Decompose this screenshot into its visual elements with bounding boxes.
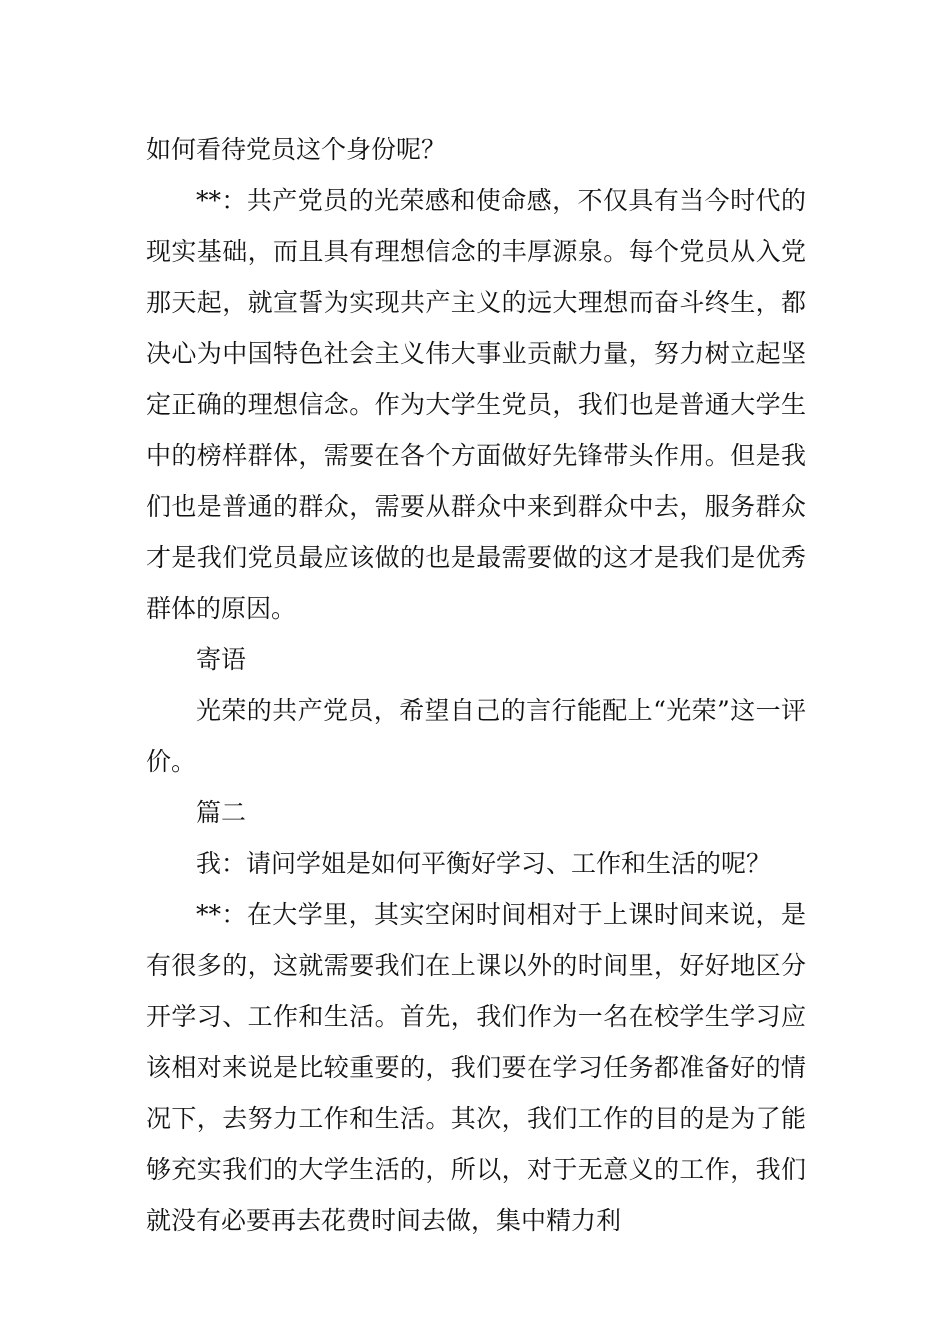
paragraph-message: 光荣的共产党员，希望自己的言行能配上“光荣”这一评价。 [146, 696, 806, 776]
paragraph-question-balance: 我：请问学姐是如何平衡好学习、工作和生活的呢？ [196, 849, 772, 878]
document-page [146, 124, 806, 1246]
section-heading-message: 寄语 [196, 645, 247, 674]
paragraph-answer-balance: **：在大学里，其实空闲时间相对于上课时间来说，是有很多的，这就需要我们在上课以外的时间里，好好地区分开学习、工作和生活。首先，我们作为一名在校学生学习应该相对来说是比较重要的，我们要在学习任务都准备好的情况下，去努力工作和生活。其次，我们工作的目的是为了能够充实我们的大学生活的，所以，对于无意义的工作，我们就没有必要再去花费时间去做，集中精力利 [146, 900, 806, 1235]
section-heading-part-two: 篇二 [196, 798, 247, 827]
paragraph-question-identity: 如何看待党员这个身份呢？ [146, 135, 447, 164]
paragraph-answer-identity: **：共产党员的光荣感和使命感，不仅具有当今时代的现实基础，而且具有理想信念的丰厚源泉。每个党员从入党那天起，就宣誓为实现共产主义的远大理想而奋斗终生，都决心为中国特色社会主义伟大事业贡献力量，努力树立起坚定正确的理想信念。作为大学生党员，我们也是普通大学生中的榜样群体，需要在各个方面做好先锋带头作用。但是我们也是普通的群众，需要从群众中来到群众中去，服务群众才是我们党员最应该做的也是最需要做的这才是我们是优秀群体的原因。 [146, 186, 806, 623]
